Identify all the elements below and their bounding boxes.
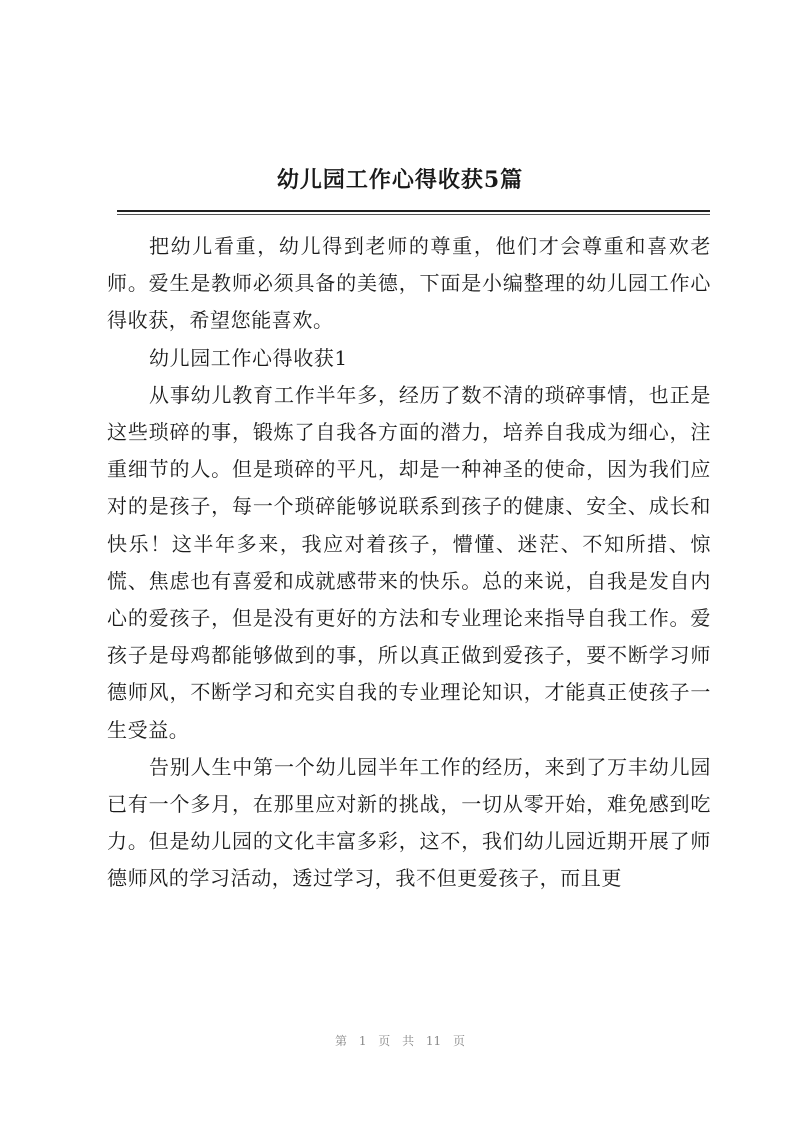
title-underline-thin [117,214,710,215]
intro-paragraph: 把幼儿看重，幼儿得到老师的尊重，他们才会尊重和喜欢老师。爱生是教师必须具备的美德，下面是小编整理的幼儿园工作心得收获，希望您能喜欢。 [107,234,711,333]
body-paragraph: 从事幼儿教育工作半年多，经历了数不清的琐碎事情，也正是这些琐碎的事，锻炼了自我各方面的潜力，培养自我成为细心，注重细节的人。但是琐碎的平凡，却是一种神圣的使命，因为我们应对的是孩子，每一个琐碎能够说联系到孩子的健康、安全、成长和快乐！这半年多来，我应对着孩子，懵懂、迷茫、不知所措、惊慌、焦虑也有喜爱和成就感带来的快乐。总的来说，自我是发自内心的爱孩子，但是没有更好的方法和专业理论来指导自我工作。爱孩子是母鸡都能够做到的事，所以真正做到爱孩子，要不断学习师德师风，不断学习和充实自我的专业理论知识，才能真正使孩子一生受益。 [107,382,711,742]
title-underline-thick [117,210,710,212]
section-heading: 幼儿园工作心得收获1 [149,345,348,370]
document-body [107,228,711,898]
page-footer: 第 1 页 共 11 页 [335,1034,465,1048]
document-title: 幼儿园工作心得收获5篇 [276,167,524,193]
body-paragraph: 告别人生中第一个幼儿园半年工作的经历，来到了万丰幼儿园已有一个多月，在那里应对新的挑战，一切从零开始，难免感到吃力。但是幼儿园的文化丰富多彩，这不，我们幼儿园近期开展了师德师风的学习活动，透过学习，我不但更爱孩子，而且更 [107,754,711,891]
